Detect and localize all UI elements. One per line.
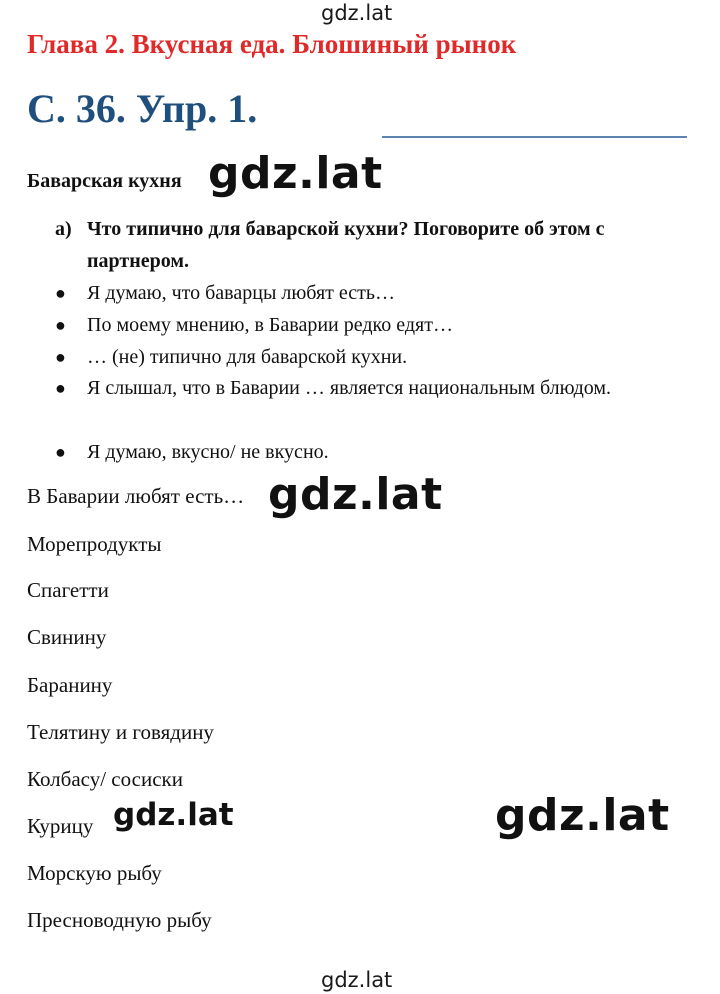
bullet-dot: ● xyxy=(55,442,66,462)
chapter-title: Глава 2. Вкусная еда. Блошиный рынок xyxy=(27,29,517,59)
food-item: Баранину xyxy=(27,673,113,697)
bullet-text: … (не) типично для баварской кухни. xyxy=(87,346,408,368)
bullet-text: Я думаю, что баварцы любят есть… xyxy=(87,282,396,304)
exercise-title: С. 36. Упр. 1. xyxy=(27,86,258,131)
bullet-item xyxy=(55,278,655,308)
bullet-item xyxy=(55,373,615,403)
food-item: Морепродукты xyxy=(27,532,162,556)
watermark-overlay: gdz.lat xyxy=(208,148,383,199)
bullet-item xyxy=(55,310,655,340)
watermark-bottom: gdz.lat xyxy=(321,968,393,992)
task-a-text: Что типично для баварской кухни? Поговорите об этом с партнером. xyxy=(87,218,605,272)
food-item: Колбасу/ сосиски xyxy=(27,767,183,791)
food-item: Спагетти xyxy=(27,578,109,602)
food-item: Морскую рыбу xyxy=(27,861,162,885)
food-item: Пресноводную рыбу xyxy=(27,908,212,932)
bullet-item xyxy=(55,437,655,467)
food-item: Свинину xyxy=(27,625,107,649)
bullet-dot: ● xyxy=(55,347,66,367)
title-divider xyxy=(382,136,687,138)
bullet-text: По моему мнению, в Баварии редко едят… xyxy=(87,314,453,336)
bullet-item xyxy=(55,342,655,372)
bullet-text: Я думаю, вкусно/ не вкусно. xyxy=(87,441,329,463)
watermark-overlay: gdz.lat xyxy=(495,790,670,841)
bullet-dot: ● xyxy=(55,378,66,398)
task-a-marker: а) xyxy=(55,218,72,240)
watermark-overlay: gdz.lat xyxy=(268,469,443,520)
watermark-top: gdz.lat xyxy=(321,1,393,25)
food-item: Курицу xyxy=(27,814,94,838)
bullet-dot: ● xyxy=(55,283,66,303)
answer-intro: В Баварии любят есть… xyxy=(27,484,245,508)
section-heading: Баварская кухня xyxy=(27,170,182,192)
bullet-dot: ● xyxy=(55,315,66,335)
task-a xyxy=(55,213,685,277)
bullet-text: Я слышал, что в Баварии … является национальным блюдом. xyxy=(87,377,612,399)
watermark-overlay: gdz.lat xyxy=(113,797,234,833)
food-item: Телятину и говядину xyxy=(27,720,214,744)
